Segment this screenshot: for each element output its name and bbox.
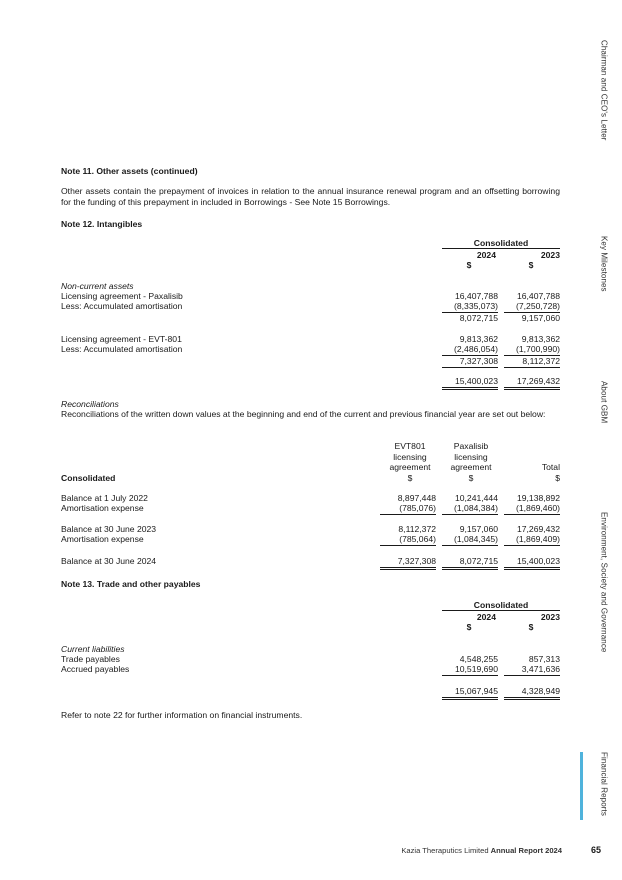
sidebar-item-esg[interactable]: Environment, Society and Governance: [599, 512, 609, 653]
table-row-label: Balance at 30 June 2024: [61, 556, 157, 566]
table-cell: 8,112,372: [398, 524, 436, 534]
note13-consolidated-header: Consolidated: [473, 600, 529, 610]
recon-col-header: EVT801 licensing agreement $: [389, 441, 431, 483]
table-cell-subtotal: 9,157,060: [521, 313, 560, 323]
table-row-label: Licensing agreement - EVT-801: [61, 334, 182, 344]
table-cell: 9,157,060: [459, 524, 498, 534]
note13-year-2023: 2023: [540, 612, 560, 622]
reconciliations-text: Reconciliations of the written down values at the beginning and end of the current and previous financial year are set out below:: [61, 409, 546, 419]
footer-report: Annual Report 2024: [490, 846, 562, 855]
recon-consolidated-label: Consolidated: [61, 473, 116, 483]
table-cell-subtotal: 8,112,372: [504, 356, 560, 368]
table-cell: 19,138,892: [516, 493, 560, 503]
note13-year-2024: 2024: [476, 612, 496, 622]
note12-year-2023: 2023: [540, 250, 560, 260]
table-row-label: Accrued payables: [61, 664, 130, 674]
table-cell: 10,241,444: [454, 493, 498, 503]
table-row-label: Trade payables: [61, 654, 120, 664]
note13-unit-2023: $: [528, 622, 534, 632]
table-cell: 857,313: [528, 654, 560, 664]
table-cell: 16,407,788: [454, 291, 498, 301]
table-cell-subtotal: 7,327,308: [442, 356, 498, 368]
sidebar-item-key-milestones[interactable]: Key Milestones: [599, 236, 609, 292]
note12-consolidated-header: Consolidated: [473, 238, 529, 248]
reconciliations-title: Reconciliations: [61, 399, 119, 409]
table-cell: 9,813,362: [459, 334, 498, 344]
table-cell: (8,335,073): [442, 301, 498, 313]
table-cell: (1,700,990): [504, 344, 560, 356]
divider: [442, 610, 560, 611]
table-cell: 4,548,255: [459, 654, 498, 664]
recon-col-header: Total $: [541, 462, 560, 483]
note12-section-label: Non-current assets: [61, 281, 134, 291]
note12-heading: Note 12. Intangibles: [61, 219, 143, 229]
table-cell: (1,869,460): [504, 503, 560, 515]
table-row-label: Amortisation expense: [61, 503, 144, 513]
table-cell: (785,076): [380, 503, 436, 515]
table-cell: (1,084,384): [442, 503, 498, 515]
table-row-label: Amortisation expense: [61, 534, 144, 544]
note11-text: Other assets contain the prepayment of invoices in relation to the annual insurance renewal program and an offsetting borrowing for the funding of this prepayment in included in Borrowings - See Note 15 Borrowings.: [61, 186, 560, 207]
table-cell: (1,869,409): [504, 534, 560, 546]
table-cell-total: 7,327,308: [380, 556, 436, 570]
recon-col-header: Paxalisib licensing agreement $: [450, 441, 492, 483]
table-row-label: Less: Accumulated amortisation: [61, 301, 183, 311]
table-row-label: Balance at 1 July 2022: [61, 493, 148, 503]
table-cell: (2,486,054): [442, 344, 498, 356]
table-cell-total: 15,400,023: [442, 376, 498, 390]
table-cell-total: 8,072,715: [442, 556, 498, 570]
note13-heading: Note 13. Trade and other payables: [61, 579, 201, 589]
page-number: 65: [591, 845, 602, 855]
table-row-label: Balance at 30 June 2023: [61, 524, 157, 534]
note12-year-2024: 2024: [476, 250, 496, 260]
table-row-label: Less: Accumulated amortisation: [61, 344, 183, 354]
table-cell: 9,813,362: [521, 334, 560, 344]
table-row-label: Licensing agreement - Paxalisib: [61, 291, 183, 301]
table-cell: (785,064): [380, 534, 436, 546]
table-cell-subtotal: 8,072,715: [459, 313, 498, 323]
table-cell-total: 15,067,945: [442, 686, 498, 700]
table-cell: (1,084,345): [442, 534, 498, 546]
table-cell: 3,471,636: [504, 664, 560, 676]
table-cell: 17,269,432: [516, 524, 560, 534]
sidebar-item-about-gbm[interactable]: About GBM: [599, 381, 609, 424]
table-cell: 10,519,690: [442, 664, 498, 676]
table-cell: (7,250,728): [504, 301, 560, 313]
sidebar-item-chairman-letter[interactable]: Chairman and CEO's Letter: [599, 40, 609, 141]
note11-heading: Note 11. Other assets (continued): [61, 166, 198, 176]
table-cell-total: 17,269,432: [504, 376, 560, 390]
footer-company: Kazia Theraputics Limited: [401, 846, 489, 855]
note13-unit-2024: $: [466, 622, 472, 632]
note12-unit-2024: $: [466, 260, 472, 270]
active-section-indicator: [580, 752, 583, 820]
divider: [442, 248, 560, 249]
table-cell: 16,407,788: [516, 291, 560, 301]
note13-section-label: Current liabilities: [61, 644, 125, 654]
table-cell-total: 4,328,949: [504, 686, 560, 700]
note12-unit-2023: $: [528, 260, 534, 270]
table-cell-total: 15,400,023: [504, 556, 560, 570]
page-footer: [350, 846, 562, 857]
sidebar-item-financial-reports[interactable]: Financial Reports: [599, 752, 609, 816]
table-cell: 8,897,448: [397, 493, 436, 503]
note13-footnote: Refer to note 22 for further information on financial instruments.: [61, 710, 303, 720]
